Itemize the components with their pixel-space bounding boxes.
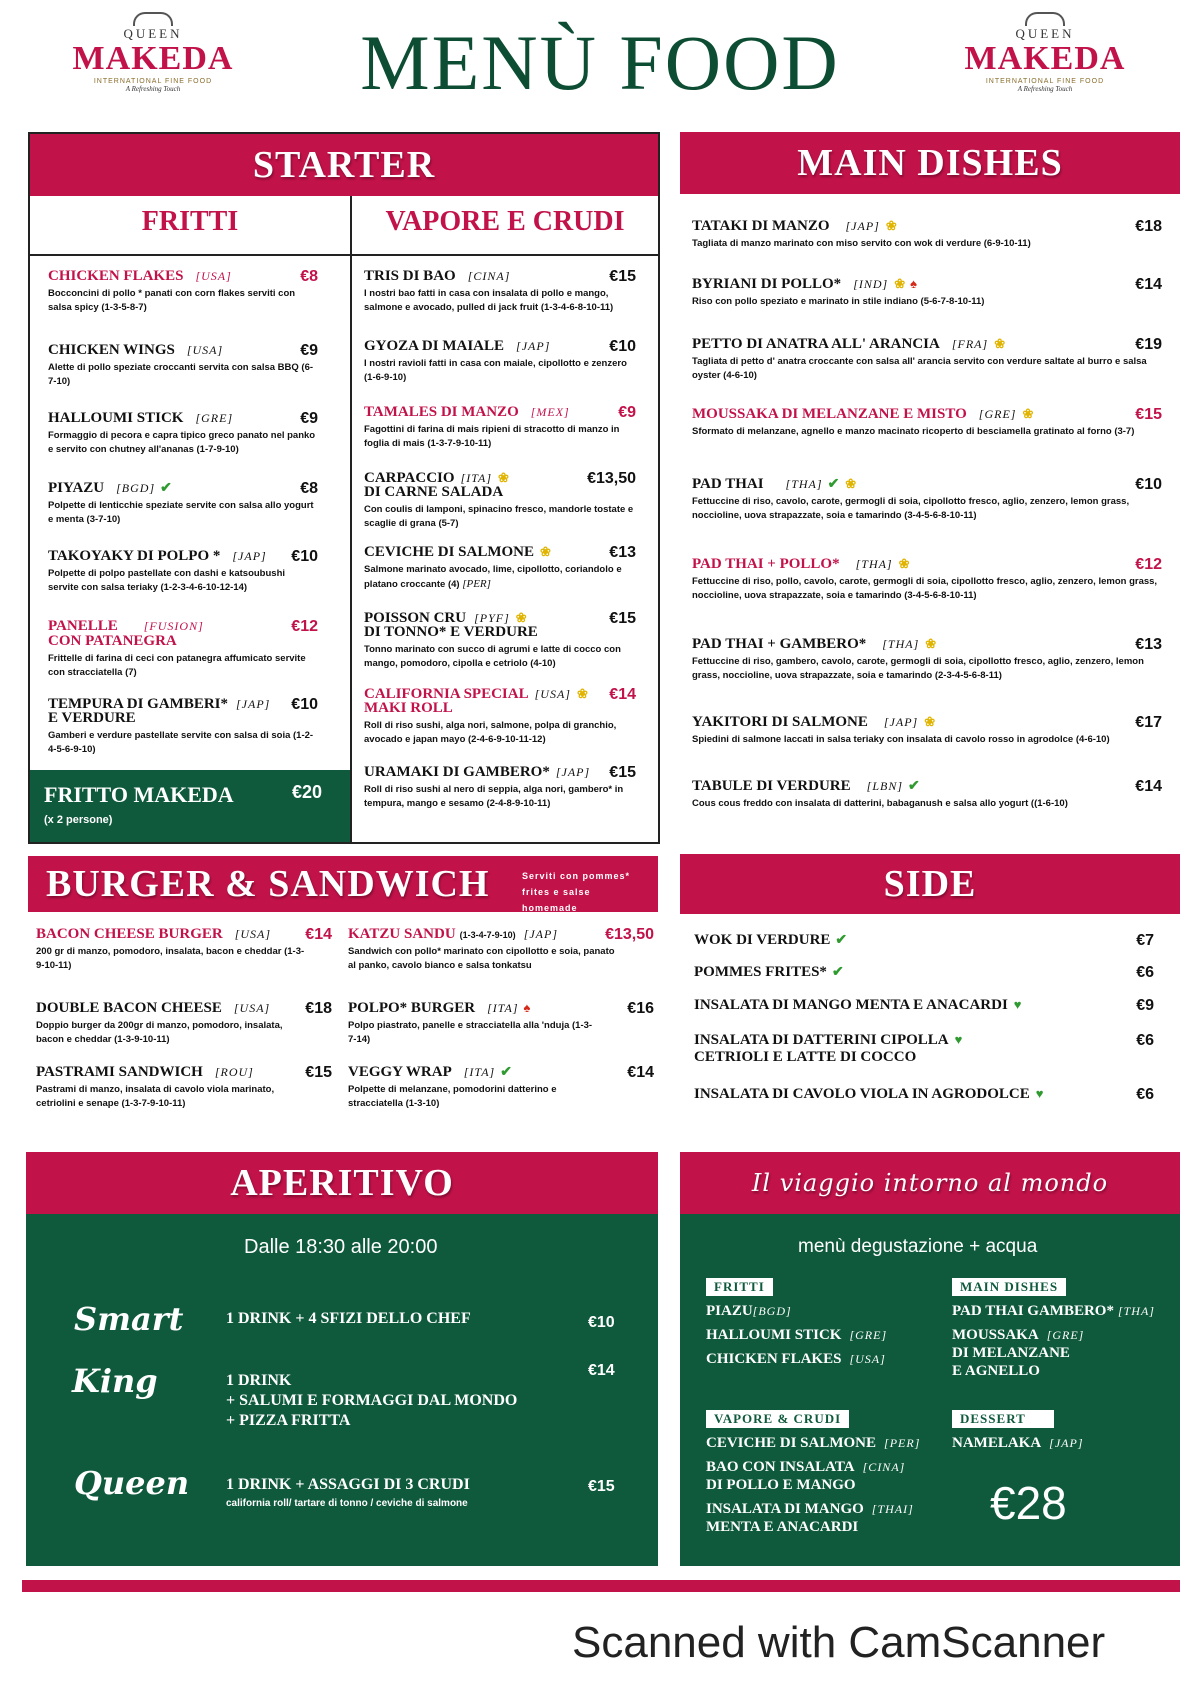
fritti-heading: FRITTI — [141, 206, 239, 237]
menu-item-halloumi-stick — [48, 410, 318, 457]
tour-dessert-label: DESSERT — [952, 1410, 1054, 1428]
item-description: Polpo piastrato, panelle e stracciatella alla 'nduja (1-3-7-14) — [348, 1020, 593, 1045]
item-price: €6 — [1136, 1086, 1154, 1103]
item-origin: [USA] — [186, 343, 224, 357]
tour-vapore-section — [706, 1410, 936, 1536]
menu-item-tempura — [48, 696, 318, 757]
item-price: €12 — [291, 618, 318, 635]
fish-icon: ❀ — [515, 610, 527, 625]
item-price: €15 — [609, 610, 636, 627]
item-price: €17 — [1135, 714, 1162, 731]
fritto-makeda-box — [30, 770, 350, 842]
item-name: PAD THAI + GAMBERO* — [692, 636, 867, 652]
item-allergens: (1-3-4-7-9-10) — [459, 930, 516, 940]
vegan-icon: ♥ — [1013, 997, 1022, 1012]
starter-title: STARTER — [30, 134, 658, 196]
item-origin: [JAP] — [555, 765, 591, 779]
side-item-insalata-cavolo — [694, 1086, 1154, 1103]
item-name: KATZU SANDU — [348, 926, 456, 942]
item-name: POLPO* BURGER — [348, 1000, 476, 1016]
logo-brand-text: MAKEDA — [964, 40, 1126, 77]
item-origin: [FUSION] — [143, 619, 204, 633]
starter-panel — [28, 132, 660, 844]
item-origin: [THA] — [855, 557, 893, 571]
menu-item-pad-thai — [692, 476, 1162, 523]
item-origin: [JAP] — [516, 339, 551, 353]
vapore-heading: VAPORE E CRUDI — [385, 206, 625, 237]
burger-note: Serviti con pommes* frites e salse homemade — [522, 871, 631, 913]
menu-item-polpo-burger — [348, 1000, 654, 1047]
tour-item-origin: [BGD] — [752, 1304, 792, 1318]
main-dishes-panel — [680, 132, 1180, 844]
item-name: PIYAZU — [48, 480, 105, 496]
vegetarian-icon: ✔ — [160, 481, 172, 496]
logo-queen-text: QUEEN — [1015, 26, 1075, 41]
item-name: PAD THAI — [692, 476, 764, 492]
item-name-line2: DI TONNO* E VERDURE — [364, 624, 538, 640]
item-price: €13,50 — [605, 926, 654, 943]
item-name: WOK DI VERDURE — [694, 932, 831, 948]
menu-item-piyazu — [48, 480, 318, 527]
item-name: TATAKI DI MANZO — [692, 218, 830, 234]
fish-icon: ❀ — [885, 218, 897, 233]
item-price: €6 — [1136, 1032, 1154, 1049]
tour-item-name: INSALATA DI MANGO — [706, 1501, 864, 1517]
item-origin: [JAP] — [236, 697, 271, 711]
menu-item-chicken-flakes — [48, 268, 318, 315]
item-description: Sandwich con pollo* marinato con cipollotto e soia, panato al panko, cavolo bianco e salsa tonkatsu — [348, 946, 615, 971]
aperitivo-king-price: €14 — [588, 1362, 615, 1379]
burger-panel — [28, 856, 658, 1136]
item-name-line2: CETRIOLI E LATTE DI COCCO — [694, 1049, 917, 1065]
item-name: CALIFORNIA SPECIAL — [364, 686, 529, 702]
menu-item-veggy-wrap — [348, 1064, 654, 1111]
item-price: €14 — [1135, 276, 1162, 293]
vegan-icon: ♥ — [1035, 1086, 1044, 1101]
item-name: PANELLE — [48, 618, 118, 634]
aperitivo-king-label: King — [72, 1362, 158, 1400]
item-price: €15 — [609, 764, 636, 781]
burger-title: BURGER & SANDWICH — [46, 863, 490, 905]
tour-item — [706, 1326, 936, 1344]
item-description: I nostri bao fatti in casa con insalata di pollo e mango, salmone e avocado, pulled di jack fruit (1-3-4-6-8-10-11) — [364, 288, 614, 313]
item-origin: [JAP] — [232, 549, 267, 563]
aperitivo-smart-label: Smart — [74, 1300, 184, 1338]
item-price: €14 — [627, 1064, 654, 1081]
starter-column-divider — [350, 196, 352, 842]
item-description: Con coulis di lamponi, spinacino fresco, mandorle tostate e scaglie di grana (5-7) — [364, 504, 634, 529]
item-name-line2: E VERDURE — [48, 710, 136, 726]
item-description: Roll di riso sushi al nero di seppia, alga nori, gambero* in tempura, mango e sesamo (2-4-8-9-10-11) — [364, 784, 624, 809]
item-origin: [USA] — [233, 1001, 271, 1015]
item-origin: [THA] — [785, 477, 823, 491]
logo-queen-text: QUEEN — [123, 26, 183, 41]
aperitivo-panel — [26, 1152, 658, 1566]
side-title: SIDE — [680, 854, 1180, 914]
tour-title: Il viaggio intorno al mondo — [680, 1152, 1180, 1214]
tour-vapore-label: VAPORE & CRUDI — [706, 1410, 849, 1428]
item-origin-tag: [PER] — [462, 578, 491, 590]
item-name: INSALATA DI CAVOLO VIOLA IN AGRODOLCE — [694, 1086, 1030, 1102]
tour-item-name-line2: DI MELANZANE — [952, 1345, 1070, 1361]
tour-item-origin: [USA] — [849, 1352, 886, 1366]
fritto-makeda-price: €20 — [291, 782, 322, 802]
item-description: Polpette di lenticchie speziate servite con salsa allo yogurt e menta (3-7-10) — [48, 500, 314, 525]
tour-body — [680, 1214, 1180, 1566]
item-name: PETTO DI ANATRA ALL' ARANCIA — [692, 336, 940, 352]
item-name: HALLOUMI STICK — [48, 410, 184, 426]
vegetarian-icon: ✔ — [908, 779, 920, 794]
item-description: Cous cous freddo con insalata di datterini, babaganush e salsa allo yogurt ((1-6-10) — [692, 798, 1068, 809]
tour-item-origin: [THA] — [1117, 1304, 1155, 1318]
item-description: Bocconcini di pollo * panati con corn flakes serviti con salsa spicy (1-3-5-8-7) — [48, 288, 296, 313]
item-name: CEVICHE DI SALMONE — [364, 544, 535, 560]
item-origin: [FRA] — [951, 337, 989, 351]
item-price: €10 — [291, 548, 318, 565]
tour-item-name: PAD THAI GAMBERO* — [952, 1303, 1114, 1319]
fish-icon: ❀ — [576, 686, 588, 701]
logo-tagline: INTERNATIONAL FINE FOOD — [93, 78, 213, 85]
logo-right — [960, 12, 1130, 117]
tour-item-name: BAO CON INSALATA — [706, 1459, 855, 1475]
menu-item-chicken-wings — [48, 342, 318, 389]
chili-icon: ♠ — [910, 276, 918, 291]
menu-item-pastrami — [36, 1064, 332, 1111]
item-name: INSALATA DI DATTERINI CIPOLLA — [694, 1032, 949, 1048]
menu-item-california — [364, 686, 636, 747]
menu-item-bacon-cheese — [36, 926, 332, 973]
item-price: €18 — [1135, 218, 1162, 235]
tour-item-origin: [JAP] — [1049, 1436, 1084, 1450]
logo-brand-text: MAKEDA — [72, 40, 234, 77]
item-origin: [JAP] — [845, 219, 880, 233]
side-item-wok — [694, 932, 1154, 949]
item-price: €13 — [1135, 636, 1162, 653]
tour-fritti-section — [706, 1278, 936, 1368]
tour-item-name: PIAZU — [706, 1303, 753, 1319]
fritto-makeda-subtitle: (x 2 persone) — [44, 814, 113, 826]
item-description: Formaggio di pecora e capra tipico greco panato nel panko e servito con chutney all'ananas (1-7-9-10) — [48, 430, 316, 455]
side-panel — [680, 854, 1180, 1134]
item-origin: [IND] — [853, 277, 889, 291]
item-price: €14 — [305, 926, 332, 943]
item-price: €9 — [300, 410, 318, 427]
item-description: Roll di riso sushi, alga nori, salmone, polpa di granchio, avocado e japan mayo (2-4-6-9-10-11-12) — [364, 720, 617, 745]
tour-item-name: MOUSSAKA — [952, 1327, 1039, 1343]
menu-item-double-bacon — [36, 1000, 332, 1047]
item-price: €9 — [618, 404, 636, 421]
logo-signature: A Refreshing Touch — [1017, 85, 1073, 93]
item-description: Polpette di polpo pastellate con dashi e katsoubushi servite con salsa teriaky (1-2-3-4-6-10-12-14) — [48, 568, 286, 593]
item-price: €8 — [300, 268, 318, 285]
logo-tagline: INTERNATIONAL FINE FOOD — [985, 78, 1105, 85]
main-dishes-title: MAIN DISHES — [680, 132, 1180, 194]
item-description: Spiedini di salmone laccati in salsa teriaky con insalata di cavolo rosso in agrodolce (4-6-10) — [692, 734, 1110, 745]
item-origin: [ROU] — [214, 1065, 254, 1079]
menu-item-gyoza — [364, 338, 636, 385]
fish-icon: ❀ — [898, 556, 910, 571]
aperitivo-king-line2: + SALUMI E FORMAGGI DAL MONDO — [226, 1392, 518, 1409]
crown-icon — [1025, 12, 1065, 26]
item-price: €10 — [1135, 476, 1162, 493]
item-price: €10 — [291, 696, 318, 713]
item-name-line2: DI CARNE SALADA — [364, 484, 504, 500]
item-price: €12 — [1135, 556, 1162, 573]
footer-band — [22, 1580, 1180, 1592]
menu-item-takoyaky — [48, 548, 318, 595]
side-item-pommes — [694, 964, 1154, 981]
item-name: CHICKEN WINGS — [48, 342, 175, 358]
tour-item — [706, 1350, 936, 1368]
item-name: POMMES FRITES* — [694, 964, 827, 980]
tour-item-name: CHICKEN FLAKES — [706, 1351, 842, 1367]
item-origin: [ITA] — [487, 1001, 519, 1015]
item-name: URAMAKI DI GAMBERO* — [364, 764, 550, 780]
tour-item-name-line3: E AGNELLO — [952, 1363, 1040, 1379]
aperitivo-queen-label: Queen — [74, 1464, 190, 1502]
aperitivo-time: Dalle 18:30 alle 20:00 — [244, 1236, 438, 1258]
menu-item-ceviche — [364, 544, 636, 592]
tour-item-origin: [GRE] — [849, 1328, 888, 1342]
item-name: TAKOYAKY DI POLPO * — [48, 548, 221, 564]
item-name: POISSON CRU — [364, 610, 467, 626]
scanner-watermark: Scanned with CamScanner — [572, 1618, 1106, 1667]
item-origin: [CINA] — [467, 269, 511, 283]
item-name: YAKITORI DI SALMONE — [692, 714, 868, 730]
tour-dessert-section — [952, 1410, 1178, 1452]
aperitivo-body — [26, 1214, 658, 1566]
item-description: Polpette di melanzane, pomodorini datterino e stracciatella (1-3-10) — [348, 1084, 557, 1109]
item-name: MOUSSAKA DI MELANZANE E MISTO — [692, 406, 967, 422]
item-price: €19 — [1135, 336, 1162, 353]
tour-item-origin: [GRE] — [1046, 1328, 1085, 1342]
tour-item-name: HALLOUMI STICK — [706, 1327, 842, 1343]
item-description: Gamberi e verdure pastellate servite con salsa di soia (1-2-4-5-6-9-10) — [48, 730, 314, 755]
menu-item-moussaka — [692, 406, 1162, 439]
tour-fritti-label: FRITTI — [706, 1278, 773, 1296]
vegetarian-icon: ✔ — [831, 965, 844, 980]
item-description: Riso con pollo speziato e marinato in stile indiano (5-6-7-8-10-11) — [692, 296, 985, 307]
fish-icon: ❀ — [994, 336, 1006, 351]
item-description: Fettuccine di riso, pollo, cavolo, carote, germogli di soia, cipollotto fresco, aglio, zenzero, lemon grass, noccioline, uova strapazzate, soia e tamarindo (3-4-5-6-8-10-11) — [692, 576, 1158, 601]
tour-main-label: MAIN DISHES — [952, 1278, 1066, 1296]
menu-item-pad-thai-pollo — [692, 556, 1162, 603]
item-description: Alette di pollo speziate croccanti servita con salsa BBQ (6-7-10) — [48, 362, 314, 387]
menu-item-poisson-cru — [364, 610, 636, 671]
starter-head-divider — [30, 254, 658, 256]
item-name: BYRIANI DI POLLO* — [692, 276, 842, 292]
menu-item-tamales — [364, 404, 636, 451]
page-title: MENÙ FOOD — [360, 19, 840, 106]
vegetarian-icon: ✔ — [835, 933, 848, 948]
menu-item-tataki — [692, 218, 1162, 251]
aperitivo-king-line1: 1 DRINK — [226, 1372, 292, 1389]
item-name-line2: MAKI ROLL — [364, 700, 453, 716]
item-name: TABULE DI VERDURE — [692, 778, 851, 794]
item-description: Fagottini di farina di mais ripieni di stracotto di manzo in foglia di mais (1-3-7-9-10-11) — [364, 424, 620, 449]
aperitivo-title: APERITIVO — [26, 1152, 658, 1214]
item-name: CHICKEN FLAKES — [48, 268, 184, 284]
menu-item-katzu-sandu — [348, 926, 654, 973]
item-price: €18 — [305, 1000, 332, 1017]
item-description: Tonno marinato con succo di agrumi e latte di cocco con mango, pomodoro, cipolla e cetriolo (4-10) — [364, 644, 621, 669]
item-price: €6 — [1136, 964, 1154, 981]
item-origin: [JAP] — [883, 715, 919, 729]
tour-item — [952, 1326, 1178, 1380]
tour-item-name-line2: MENTA E ANACARDI — [706, 1519, 859, 1535]
menu-item-carpaccio — [364, 470, 636, 531]
item-price: €13,50 — [587, 470, 636, 487]
tour-item-origin: [PER] — [884, 1436, 921, 1450]
fish-icon: ❀ — [894, 276, 906, 291]
vegetarian-icon: ✔ — [500, 1065, 512, 1080]
tour-subtitle: menù degustazione + acqua — [798, 1236, 1038, 1257]
item-description: Tagliata di manzo marinato con miso servito con wok di verdure (6-9-10-11) — [692, 238, 1031, 249]
tour-item — [952, 1302, 1178, 1320]
item-price: €15 — [305, 1064, 332, 1081]
vegan-icon: ♥ — [954, 1032, 963, 1047]
aperitivo-smart-desc: 1 DRINK + 4 SFIZI DELLO CHEF — [226, 1310, 471, 1327]
tour-item-name: NAMELAKA — [952, 1435, 1042, 1451]
item-origin: [ITA] — [460, 471, 493, 485]
tour-item — [952, 1434, 1178, 1452]
item-name: TEMPURA DI GAMBERI* — [48, 696, 229, 712]
tour-main-section — [952, 1278, 1178, 1380]
item-name: CARPACCIO — [364, 470, 455, 486]
logo-left — [68, 12, 238, 117]
vegetarian-icon: ✔ — [827, 477, 840, 492]
item-origin: [MEX] — [530, 405, 570, 419]
menu-item-pad-thai-gambero — [692, 636, 1162, 683]
item-origin: [USA] — [195, 269, 232, 283]
item-price: €15 — [609, 268, 636, 285]
item-name-line2: CON PATANEGRA — [48, 633, 177, 649]
side-item-insalata-mango — [694, 997, 1154, 1014]
item-origin: [THA] — [882, 637, 920, 651]
item-price: €9 — [300, 342, 318, 359]
item-description: I nostri ravioli fatti in casa con maiale, cipollotto e zenzero (1-6-9-10) — [364, 358, 627, 383]
item-origin: [GRE] — [195, 411, 234, 425]
item-description: 200 gr di manzo, pomodoro, insalata, bacon e cheddar (1-3-9-10-11) — [36, 946, 305, 971]
fritto-makeda-name: FRITTO MAKEDA — [44, 782, 234, 807]
fish-icon: ❀ — [498, 470, 509, 485]
aperitivo-queen-sub: california roll/ tartare di tonno / ceviche di salmone — [226, 1498, 468, 1509]
item-price: €7 — [1136, 932, 1154, 949]
item-description: Tagliata di petto d' anatra croccante con salsa all' arancia servito con verdure saltate al burro e salsa oyster (4-6-10) — [692, 356, 1147, 381]
tour-item — [706, 1458, 936, 1494]
tour-item — [706, 1434, 936, 1452]
item-description: Doppio burger da 200gr di manzo, pomodoro, insalata, bacon e cheddar (1-3-9-10-11) — [36, 1020, 283, 1045]
item-price: €9 — [1136, 997, 1154, 1014]
item-description: Sformato di melanzane, agnello e manzo macinato ricoperto di besciamella gratinato al forno (3-7) — [692, 426, 1135, 437]
item-description — [364, 563, 636, 592]
tour-price: €28 — [990, 1477, 1067, 1529]
item-description: Frittelle di farina di ceci con patanegra affumicato servite con stracciatella (7) — [48, 653, 306, 678]
menu-item-tris-di-bao — [364, 268, 636, 315]
item-price: €16 — [627, 1000, 654, 1017]
menu-item-byriani — [692, 276, 1162, 309]
chili-icon: ♠ — [523, 1000, 531, 1015]
item-name: DOUBLE BACON CHEESE — [36, 1000, 222, 1016]
aperitivo-king-line3: + PIZZA FRITTA — [226, 1412, 351, 1429]
menu-item-tabule — [692, 778, 1162, 811]
item-price: €10 — [609, 338, 636, 355]
crown-icon — [133, 12, 173, 26]
menu-item-yakitori — [692, 714, 1162, 747]
item-origin: [PYF] — [474, 611, 510, 625]
tour-item — [706, 1500, 936, 1536]
item-name: TAMALES DI MANZO — [364, 404, 519, 420]
item-name: PASTRAMI SANDWICH — [36, 1064, 203, 1080]
side-item-insalata-datterini — [694, 1032, 1154, 1066]
menu-item-panelle — [48, 618, 318, 680]
item-price: €8 — [300, 480, 318, 497]
item-name: INSALATA DI MANGO MENTA E ANACARDI — [694, 997, 1008, 1013]
item-description: Pastrami di manzo, insalata di cavolo viola marinato, cetriolini e senape (1-3-7-9-10-11) — [36, 1084, 275, 1109]
aperitivo-queen-price: €15 — [588, 1478, 615, 1495]
item-description: Fettuccine di riso, gambero, cavolo, carote, germogli di soia, cipollotto fresco, aglio, zenzero, lemon grass, noccioline, uova strapazzate, soia e tamarindo (2-3-4-5-6-8-11) — [692, 656, 1144, 681]
fish-icon: ❀ — [925, 636, 937, 651]
item-origin: [ITA] — [463, 1065, 496, 1079]
item-name: PAD THAI + POLLO* — [692, 556, 840, 572]
tour-item-name: CEVICHE DI SALMONE — [706, 1435, 877, 1451]
item-origin: [JAP] — [523, 927, 559, 941]
item-description-text: Salmone marinato avocado, lime, cipollotto, coriandolo e platano croccante (4) — [364, 564, 622, 590]
fish-icon: ❀ — [1022, 406, 1034, 421]
menu-item-anatra — [692, 336, 1162, 383]
tour-item — [706, 1302, 936, 1320]
tour-item-name-line2: DI POLLO E MANGO — [706, 1477, 856, 1493]
item-origin: [GRE] — [978, 407, 1017, 421]
item-name: GYOZA DI MAIALE — [364, 338, 505, 354]
burger-band — [28, 856, 658, 912]
fish-icon: ❀ — [924, 714, 936, 729]
logo-signature: A Refreshing Touch — [125, 85, 181, 93]
aperitivo-smart-price: €10 — [588, 1314, 615, 1331]
item-name: BACON CHEESE BURGER — [36, 926, 223, 942]
item-price: €15 — [1135, 406, 1162, 423]
item-origin: [USA] — [234, 927, 272, 941]
tour-item-origin: [CINA] — [862, 1460, 906, 1474]
aperitivo-queen-desc: 1 DRINK + ASSAGGI DI 3 CRUDI — [226, 1476, 470, 1493]
item-origin: [USA] — [534, 687, 571, 701]
tour-panel — [680, 1152, 1180, 1566]
item-description: Fettuccine di riso, cavolo, carote, germogli di soia, cipollotto fresco, aglio, zenzero, lemon grass, noccioline, uova strapazzate, soia e tamarindo (3-4-5-6-8-10-11) — [692, 496, 1130, 521]
item-origin: [LBN] — [866, 779, 904, 793]
tour-item-origin: [THAI] — [871, 1502, 914, 1516]
item-price: €13 — [609, 544, 636, 561]
item-origin: [BGD] — [116, 481, 156, 495]
fish-icon: ❀ — [845, 476, 857, 491]
item-name: TRIS DI BAO — [364, 268, 456, 284]
item-price: €14 — [609, 686, 636, 703]
item-name: VEGGY WRAP — [348, 1064, 452, 1080]
menu-item-uramaki — [364, 764, 636, 811]
fish-icon: ❀ — [540, 544, 551, 559]
item-price: €14 — [1135, 778, 1162, 795]
